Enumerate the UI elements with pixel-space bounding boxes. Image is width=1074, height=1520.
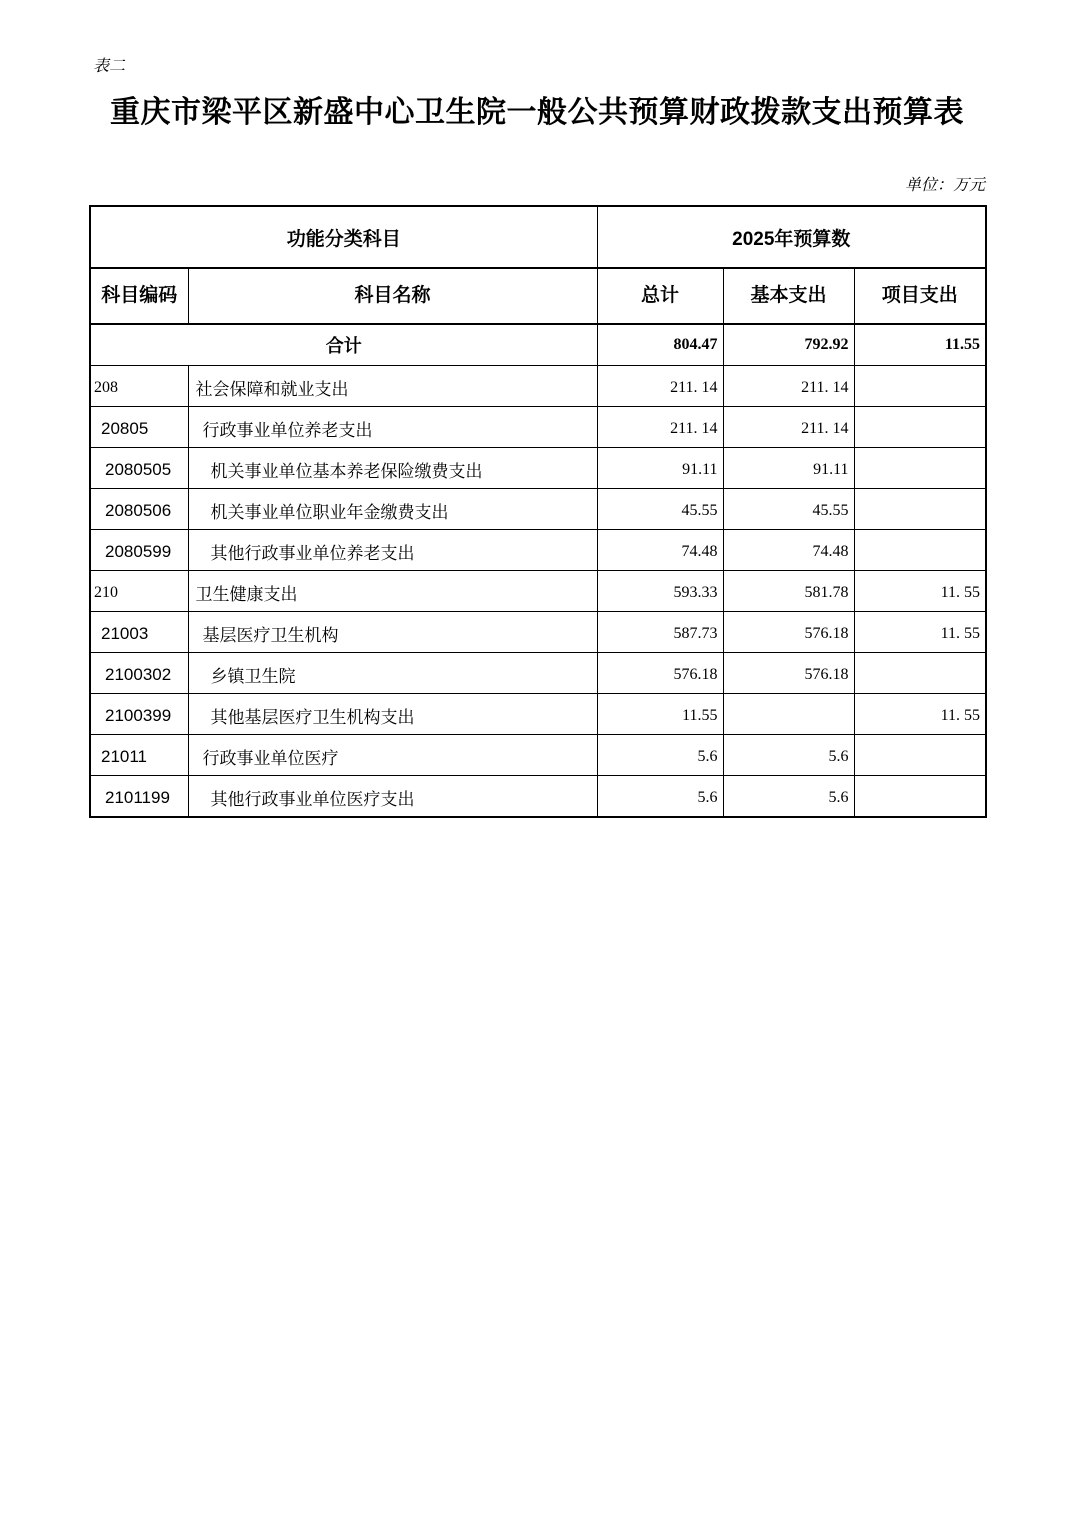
subject-name: 乡镇卫生院 [188, 653, 597, 694]
basic-expenditure-value: 581.78 [723, 571, 854, 612]
subject-code: 208 [90, 366, 188, 407]
summary-project-expenditure-value: 11.55 [854, 324, 986, 366]
table-row [90, 653, 986, 694]
total-value: 91.11 [597, 448, 723, 489]
table-row [90, 530, 986, 571]
table-row [90, 489, 986, 530]
basic-expenditure-value: 45.55 [723, 489, 854, 530]
subject-name: 机关事业单位职业年金缴费支出 [188, 489, 597, 530]
table-row [90, 735, 986, 776]
basic-expenditure-value: 576.18 [723, 612, 854, 653]
total-value: 593.33 [597, 571, 723, 612]
header-2025-budget: 2025年预算数 [597, 206, 986, 268]
basic-expenditure-value: 91.11 [723, 448, 854, 489]
subject-name: 机关事业单位基本养老保险缴费支出 [188, 448, 597, 489]
subject-code: 2080599 [90, 530, 188, 571]
total-value: 211. 14 [597, 366, 723, 407]
table-row [90, 694, 986, 735]
project-expenditure-value [854, 776, 986, 818]
total-value: 45.55 [597, 489, 723, 530]
project-expenditure-value: 11. 55 [854, 571, 986, 612]
subject-code: 2080506 [90, 489, 188, 530]
subject-code: 2101199 [90, 776, 188, 818]
table-row [90, 407, 986, 448]
table-row [90, 776, 986, 818]
table-row [90, 571, 986, 612]
basic-expenditure-value: 211. 14 [723, 407, 854, 448]
budget-table [89, 205, 987, 818]
total-value: 74.48 [597, 530, 723, 571]
column-header-project-expenditure: 项目支出 [854, 268, 986, 324]
header-functional-classification: 功能分类科目 [90, 206, 597, 268]
total-value: 11.55 [597, 694, 723, 735]
basic-expenditure-value: 5.6 [723, 735, 854, 776]
table-row [90, 448, 986, 489]
total-value: 5.6 [597, 735, 723, 776]
subject-name: 行政事业单位医疗 [188, 735, 597, 776]
subject-name: 社会保障和就业支出 [188, 366, 597, 407]
project-expenditure-value: 11. 55 [854, 694, 986, 735]
basic-expenditure-value: 211. 14 [723, 366, 854, 407]
subject-name: 行政事业单位养老支出 [188, 407, 597, 448]
summary-basic-expenditure-value: 792.92 [723, 324, 854, 366]
summary-row [90, 324, 986, 366]
subject-name: 其他基层医疗卫生机构支出 [188, 694, 597, 735]
column-header-subject-code: 科目编码 [90, 268, 188, 324]
project-expenditure-value [854, 407, 986, 448]
project-expenditure-value: 11. 55 [854, 612, 986, 653]
project-expenditure-value [854, 366, 986, 407]
subject-code: 21011 [90, 735, 188, 776]
total-value: 576.18 [597, 653, 723, 694]
basic-expenditure-value: 5.6 [723, 776, 854, 818]
subject-name: 其他行政事业单位养老支出 [188, 530, 597, 571]
total-value: 587.73 [597, 612, 723, 653]
total-value: 5.6 [597, 776, 723, 818]
subject-code: 210 [90, 571, 188, 612]
subject-code: 2100302 [90, 653, 188, 694]
table-row [90, 366, 986, 407]
column-header-basic-expenditure: 基本支出 [723, 268, 854, 324]
project-expenditure-value [854, 735, 986, 776]
column-header-subject-name: 科目名称 [188, 268, 597, 324]
table-number-label: 表二 [93, 58, 126, 75]
subject-code: 2100399 [90, 694, 188, 735]
basic-expenditure-value [723, 694, 854, 735]
subject-code: 20805 [90, 407, 188, 448]
subject-name: 基层医疗卫生机构 [188, 612, 597, 653]
project-expenditure-value [854, 653, 986, 694]
project-expenditure-value [854, 489, 986, 530]
total-value: 211. 14 [597, 407, 723, 448]
subject-code: 21003 [90, 612, 188, 653]
project-expenditure-value [854, 530, 986, 571]
column-header-row [90, 268, 986, 324]
subject-code: 2080505 [90, 448, 188, 489]
basic-expenditure-value: 576.18 [723, 653, 854, 694]
unit-note: 单位：万元 [904, 177, 985, 194]
subject-name: 其他行政事业单位医疗支出 [188, 776, 597, 818]
summary-label: 合计 [90, 324, 597, 366]
project-expenditure-value [854, 448, 986, 489]
column-header-total: 总计 [597, 268, 723, 324]
header-group-row [90, 206, 986, 268]
basic-expenditure-value: 74.48 [723, 530, 854, 571]
summary-total-value: 804.47 [597, 324, 723, 366]
subject-name: 卫生健康支出 [188, 571, 597, 612]
table-row [90, 612, 986, 653]
page-title: 重庆市梁平区新盛中心卫生院一般公共预算财政拨款支出预算表 [110, 96, 964, 129]
